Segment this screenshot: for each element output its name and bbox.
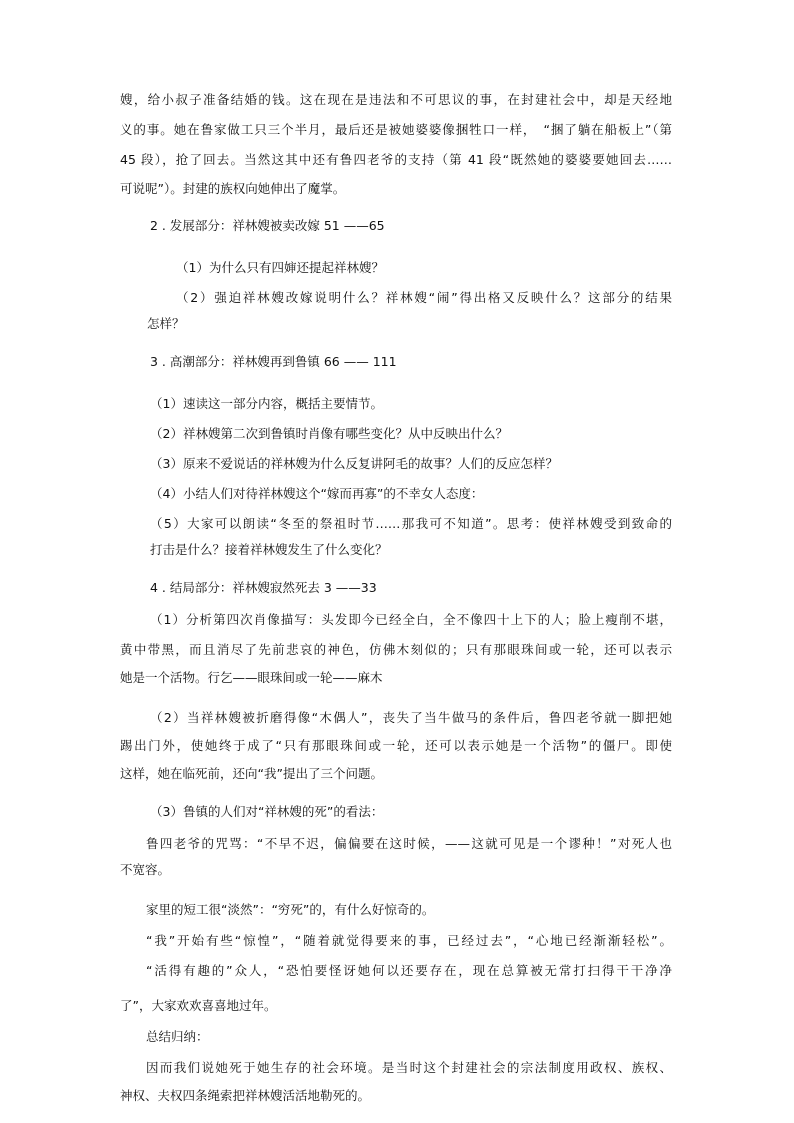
paragraph-line: 黄中带黑，而且消尽了先前悲哀的神色，仿佛木刻似的；只有那眼珠间或一轮，还可以表示 bbox=[120, 642, 672, 657]
question-item: （3）原来不爱说话的祥林嫂为什么反复讲阿毛的故事？人们的反应怎样？ bbox=[150, 456, 558, 471]
paragraph-line: （2）当祥林嫂被折磨得像“木偶人”，丧失了当牛做马的条件后，鲁四老爷就一脚把她 bbox=[150, 710, 672, 725]
question-item: （5）大家可以朗读“冬至的祭祖时节……那我可不知道”。思考：使祥林嫂受到致命的 bbox=[150, 516, 672, 531]
paragraph-line: 踢出门外，使她终于成了“只有那眼珠间或一轮，还可以表示她是一个活物”的僵尸。即使 bbox=[120, 738, 672, 753]
paragraph-line: 义的事。她在鲁家做工只三个半月，最后还是被她婆婆像捆牲口一样， “捆了躺在船板上”（第 bbox=[120, 122, 672, 137]
paragraph-line: 45 段），抢了回去。当然这其中还有鲁四老爷的支持（第 41 段“既然她的婆婆要她回去…… bbox=[120, 152, 672, 167]
paragraph-line: 嫂，给小叔子准备结婚的钱。这在现在是违法和不可思议的事，在封建社会中，却是天经地 bbox=[120, 92, 672, 107]
section-heading: 3 . 高潮部分：祥林嫂再到鲁镇 66 —— 111 bbox=[150, 354, 397, 369]
question-item: 打击是什么？接着祥林嫂发生了什么变化？ bbox=[150, 542, 388, 557]
question-item: 怎样？ bbox=[147, 316, 185, 331]
paragraph-line: “活得有趣的”众人，“恐怕要怪讶她何以还要存在，现在总算被无常打扫得干干净净 bbox=[146, 963, 672, 978]
section-heading: 4 . 结局部分：祥林嫂寂然死去 3 ——33 bbox=[150, 580, 377, 595]
paragraph-line: 她是一个活物。行乞——眼珠间或一轮——麻木 bbox=[120, 670, 383, 685]
paragraph-line: 因而我们说她死于她生存的社会环境。是当时这个封建社会的宗法制度用政权、族权、 bbox=[146, 1060, 672, 1075]
question-item: （4）小结人们对待祥林嫂这个“嫁而再寡”的不幸女人态度： bbox=[150, 486, 484, 501]
question-item: （2）祥林嫂第二次到鲁镇时肖像有哪些变化？从中反映出什么？ bbox=[150, 426, 508, 441]
paragraph-line: 不宽容。 bbox=[120, 862, 171, 877]
paragraph-line: “我”开始有些“惊惶”，“随着就觉得要来的事，已经过去”，“心地已经渐渐轻松”。 bbox=[146, 933, 672, 948]
question-item: （2）强迫祥林嫂改嫁说明什么？祥林嫂“闹”得出格又反映什么？这部分的结果 bbox=[176, 290, 672, 305]
question-item: （1）速读这一部分内容，概括主要情节。 bbox=[150, 396, 383, 411]
paragraph-line: 家里的短工很“淡然”：“穷死”的，有什么好惊奇的。 bbox=[146, 902, 435, 917]
question-item: （1）为什么只有四婶还提起祥林嫂？ bbox=[176, 260, 384, 275]
paragraph-line: 这样，她在临死前，还向“我”提出了三个问题。 bbox=[120, 766, 383, 781]
paragraph-line: 神权、夫权四条绳索把祥林嫂活活地勒死的。 bbox=[120, 1088, 371, 1103]
paragraph-line: （3）鲁镇的人们对“祥林嫂的死”的看法： bbox=[150, 804, 384, 819]
paragraph-line: 鲁四老爷的咒骂：“不早不迟，偏偏要在这时候，——这就可见是一个谬种！”对死人也 bbox=[146, 836, 672, 851]
summary-heading: 总结归纳： bbox=[146, 1029, 209, 1044]
paragraph-line: （1）分析第四次肖像描写：头发即今已经全白，全不像四十上下的人；脸上瘦削不堪， bbox=[150, 612, 672, 627]
paragraph-line: 可说呢”）。封建的族权向她伸出了魔掌。 bbox=[120, 181, 346, 196]
paragraph-line: 了”，大家欢欢喜喜地过年。 bbox=[120, 998, 277, 1013]
section-heading: 2 . 发展部分：祥林嫂被卖改嫁 51 ——65 bbox=[150, 218, 385, 233]
